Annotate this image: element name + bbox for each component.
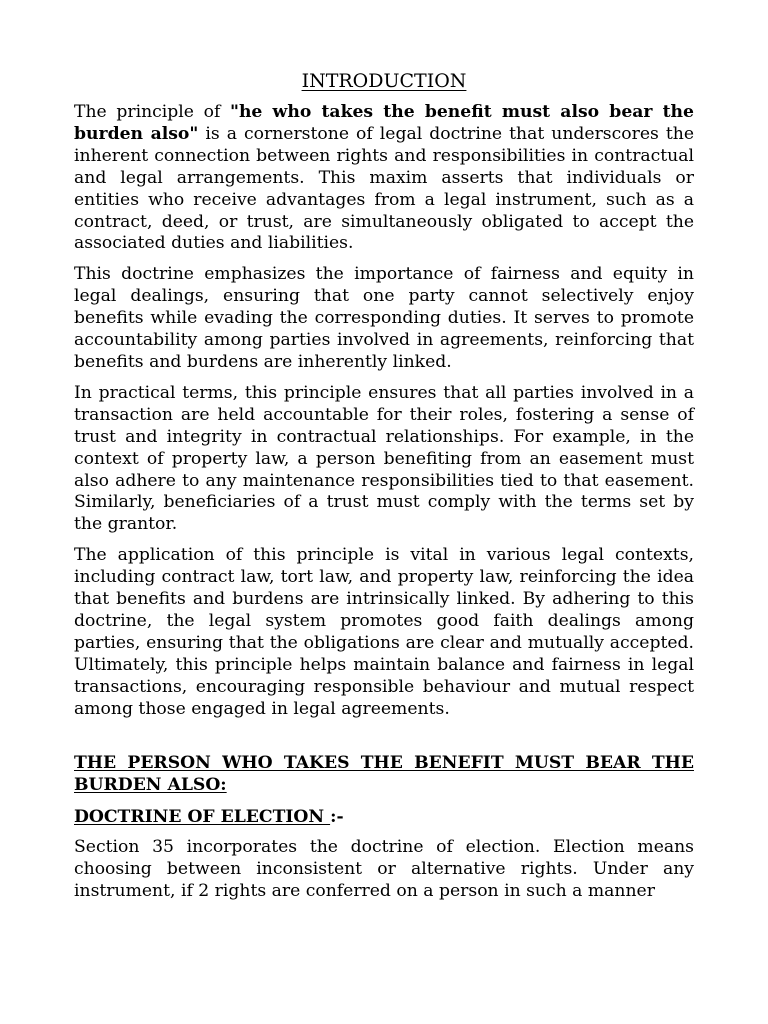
intro-paragraph-3: In practical terms, this principle ensures that all parties involved in a transaction are held accountable for their roles, fostering a sense of trust and integrity in contractual relationships. For example, in the context of property law, a person benefiting from an easement must also adhere to any maintenance responsibilities tied to that easement. Similarly, beneficiaries of a trust must comply with the terms set by the grantor. [74,382,694,535]
intro-paragraph-1 [74,102,694,255]
intro-paragraph-4: The application of this principle is vital in various legal contexts, including contract law, tort law, and property law, reinforcing the idea that benefits and burdens are intrinsically linked. By adhering to this doctrine, the legal system promotes good faith dealings among parties, ensuring that the obligations are clear and mutually accepted. Ultimately, this principle helps maintain balance and fairness in legal transactions, encouraging responsible behaviour and mutual respect among those engaged in legal agreements. [74,545,694,719]
intro-paragraph-1-rest: is a cornerstone of legal doctrine that underscores the inherent connection between rights and responsibilities in contractual and legal arrangements. This maxim asserts that individuals or entities who receive advantages from a legal instrument, such as a contract, deed, or trust, are simultaneously obligated to accept the associated duties and liabilities. [74,123,695,254]
section-paragraph-1: Section 35 incorporates the doctrine of election. Election means choosing between inconsistent or alternative rights. Under any instrument, if 2 rights are conferred on a person in such a manner [74,837,694,901]
section-heading: THE PERSON WHO TAKES THE BENEFIT MUST BEAR THE BURDEN ALSO: [74,753,694,796]
doctrine-of-election-heading [74,807,694,829]
intro-paragraph-2: This doctrine emphasizes the importance of fairness and equity in legal dealings, ensuring that one party cannot selectively enjoy benefits while evading the corresponding duties. It serves to promote accountability among parties involved in agreements, reinforcing that benefits and burdens are inherently linked. [74,264,694,372]
doctrine-of-election-suffix: :- [330,807,344,828]
document-page [74,68,694,912]
intro-paragraph-1-lead: The principle of [74,102,230,122]
doctrine-of-election-title: DOCTRINE OF ELECTION [74,807,331,828]
page-title: INTRODUCTION [301,70,467,92]
maxim-quote: "he who takes the benefit must also bear the burden also" [74,102,694,144]
section-spacer [74,729,694,753]
